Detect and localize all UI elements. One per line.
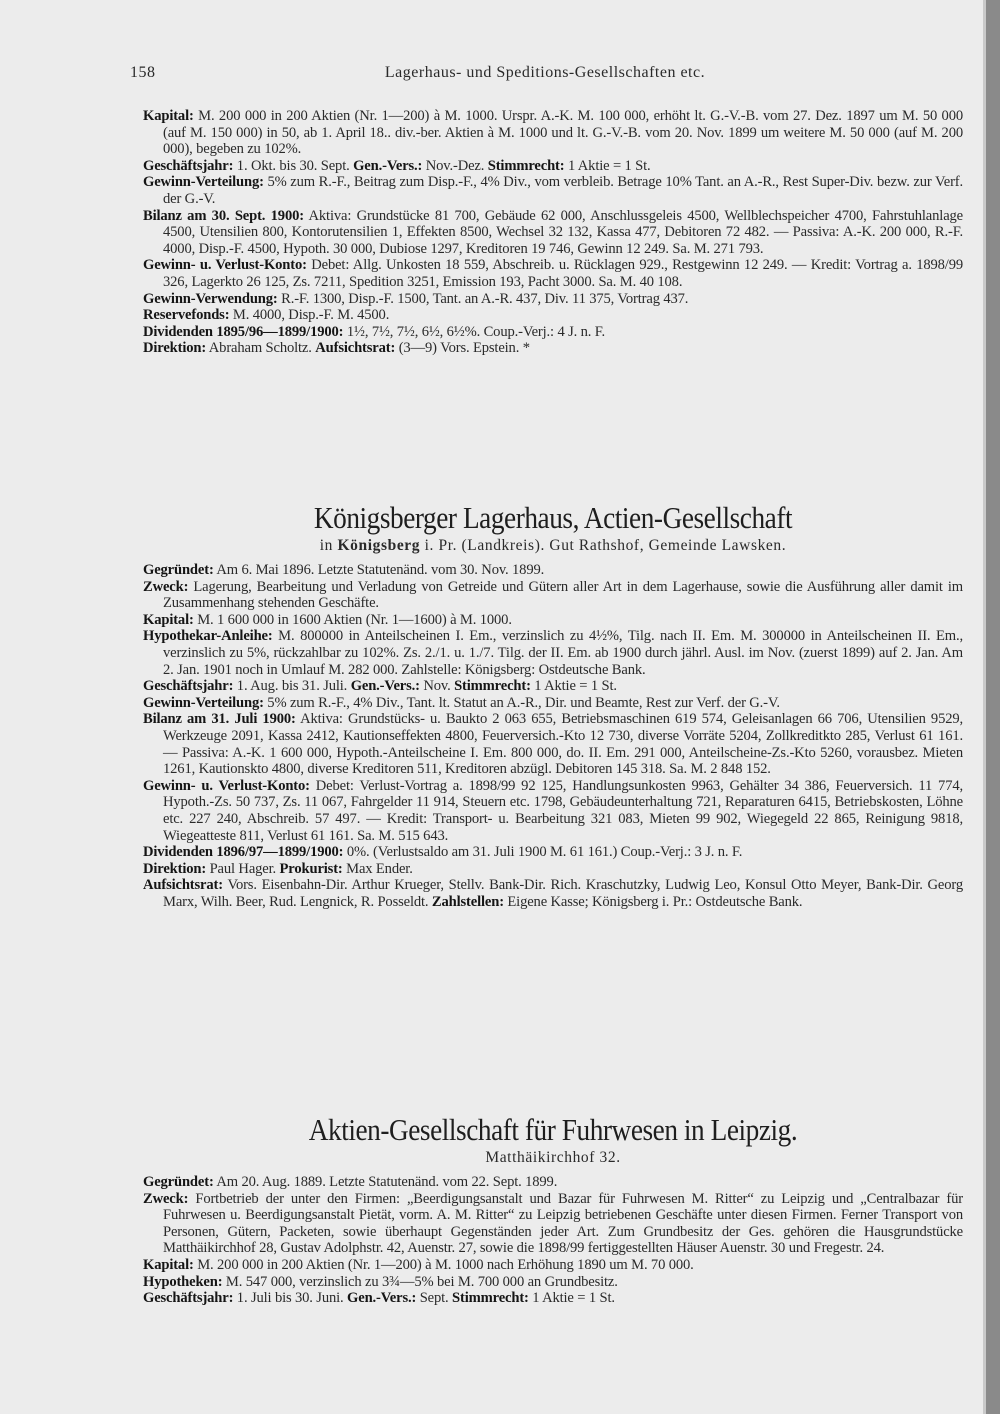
- entry-paragraph: [143, 695, 963, 712]
- entry-paragraph: [143, 711, 963, 777]
- entry-label: Geschäftsjahr:: [143, 1290, 234, 1307]
- entry-paragraph: [143, 1191, 963, 1257]
- entry-label: Direktion:: [143, 860, 207, 877]
- entry-label: Dividenden 1895/96—1899/1900:: [143, 323, 344, 340]
- entry-text: Nov.: [419, 678, 455, 695]
- entry-label: Gewinn- u. Verlust-Konto:: [143, 777, 310, 794]
- entry-text: Debet: Allg. Unkosten 18 559, Abschreib. u. Rücklagen 929., Restgewinn 12 249. — Kredit: Vortrag a. 1898/99 326, Lagerkto 26 125, Zs. 7211, Spedition 3251, Emission 193, Pacht 3000. Sa. M. 40 108.: [163, 257, 963, 290]
- entry-label: Bilanz am 31. Juli 1900:: [143, 711, 296, 728]
- entry-paragraph: [143, 324, 963, 341]
- entry-text: Debet: Verlust-Vortrag a. 1898/99 92 125, Handlungsunkosten 9963, Gehälter 34 386, Feuerversich. 11 774, Hypoth.-Zs. 50 737, Zs. 11 067, Fahrgelder 11 914, Steuern etc. 1798, Gebäudeunterhaltung 721, Reparaturen 6415, Betriebskosten, Löhne etc. 227 240, Abschreib. 57 497. — Kredit: Transport- u. Bearbeitung 321 083, Mieten 99 902, Wiegegeld 22 865, Reinigung 9818, Wiegeatteste 811, Verlust 61 161. Sa. M. 515 643.: [163, 777, 963, 844]
- entry-label: Geschäftsjahr:: [143, 678, 234, 695]
- entry-paragraph: [143, 628, 963, 678]
- entry-paragraph: [143, 1274, 963, 1291]
- entry-label: Hypothekar-Anleihe:: [143, 628, 273, 645]
- entry-text: M. 547 000, verzinslich zu 3¾—5% bei M. 700 000 an Grundbesitz.: [222, 1273, 618, 1290]
- entry-paragraph: [143, 158, 963, 175]
- entry-text: Lagerung, Bearbeitung und Verladung von Getreide und Gütern aller Art in dem Lagerhause, sowie die Ausführung aller damit im Zusammenhang stehenden Geschäfte.: [163, 578, 963, 612]
- entry-text: 1 Aktie = 1 St.: [528, 1290, 615, 1307]
- entry-text: R.-F. 1300, Disp.-F. 1500, Tant. an A.-R. 437, Div. 11 375, Vortrag 437.: [277, 290, 689, 307]
- entry-label: Gegründet:: [143, 562, 214, 578]
- entry-label: Kapital:: [143, 611, 194, 628]
- page-number: 158: [130, 64, 156, 81]
- scan-edge: [986, 0, 1000, 1414]
- entry-paragraph: [143, 340, 963, 357]
- entry-label: Gewinn-Verteilung:: [143, 694, 264, 711]
- entry-paragraph: [143, 208, 963, 258]
- entry-paragraph: [143, 562, 963, 579]
- entry-paragraph: [143, 844, 963, 861]
- entry-paragraph: [143, 1257, 963, 1274]
- entry-paragraph: [143, 257, 963, 290]
- entry-label: Gen.-Vers.:: [350, 678, 420, 695]
- entry-text: Vors. Eisenbahn-Dir. Arthur Krueger, Stellv. Bank-Dir. Rich. Kraschutzky, Ludwig Leo, Konsul Otto Meyer, Bank-Dir. Georg Marx, Wilh. Beer, Rud. Lengnick, R. Posseldt.: [163, 877, 963, 910]
- city-name: Königsberg: [337, 537, 421, 554]
- entry-text: 1. Okt. bis 30. Sept.: [233, 157, 354, 174]
- entry-text: Nov.-Dez.: [422, 157, 488, 174]
- page-header: [130, 64, 960, 86]
- entry-label: Gegründet:: [143, 1174, 214, 1190]
- entry-text: Eigene Kasse; Königsberg i. Pr.: Ostdeutsche Bank.: [503, 893, 803, 910]
- entry-label: Stimmrecht:: [452, 1290, 529, 1307]
- company-address: [143, 536, 963, 556]
- entry-text: 1 Aktie = 1 St.: [530, 678, 617, 695]
- entry-label: Kapital:: [143, 1256, 194, 1273]
- entry-text: 0%. (Verlustsaldo am 31. Juli 1900 M. 61 161.) Coup.-Verj.: 3 J. n. F.: [343, 844, 743, 861]
- entry-text: 1 Aktie = 1 St.: [564, 157, 651, 174]
- company-title: Aktien-Gesellschaft für Fuhrwesen in Leipzig.: [308, 1112, 798, 1147]
- entry-paragraph: [143, 612, 963, 629]
- entry-label: Hypotheken:: [143, 1273, 223, 1290]
- entry-text: M. 200 000 in 200 Aktien (Nr. 1—200) à M. 1000. Urspr. A.-K. M. 100 000, erhöht lt. G.-V.-B. vom 27. Dez. 1897 um M. 50 000 (auf M. 150 000) in 50, ab 1. April 18.. div.-ber. Aktien à M. 1000 und lt. G.-V.-B. vom 20. Nov. 1899 um weitere M. 50 000 (auf M. 200 000), begeben zu 102%.: [163, 108, 963, 158]
- entry-paragraph: [143, 861, 963, 878]
- entry-text: Sept.: [416, 1290, 453, 1307]
- entry-label: Dividenden 1896/97—1899/1900:: [143, 844, 344, 861]
- entry-paragraph: [143, 174, 963, 207]
- entry-text: 5% zum R.-F., Beitrag zum Disp.-F., 4% Div., vom verbleib. Betrage 10% Tant. an A.-R., Rest Super-Div. bezw. zur Verf. der G.-V.: [163, 174, 963, 207]
- entry-text: 5% zum R.-F., 4% Div., Tant. lt. Statut an A.-R., Dir. und Beamte, Rest zur Verf. der G.-V.: [263, 694, 780, 711]
- entry-text: (3—9) Vors. Epstein. *: [395, 340, 530, 357]
- entry-paragraph: [143, 108, 963, 158]
- entry-text: 1½, 7½, 7½, 6½, 6½%. Coup.-Verj.: 4 J. n. F.: [343, 323, 606, 340]
- section-lagerhaus-continued: [143, 108, 963, 357]
- entry-text: Aktiva: Grundstücks- u. Baukto 2 063 655, Betriebsmaschinen 619 574, Geleisanlagen 66 706, Utensilien 9529, Werkzeuge 2091, Kassa 2412, Kautionseffekten 4800, Feuerversich.-Kto 12 730, diverse Vorräte 5204, Zollkreditkto 285, Verlust 61 161. — Passiva: A.-K. 1 600 000, Hypoth.-Anteilscheine I. Em. 800 000, do. II. Em. 291 000, Anteilscheine-Zs.-Kto 5260, vorausbez. Mieten 1261, Kautionskto 4800, diverse Kreditoren 511, Kreditoren abzügl. Debitoren 145 318. Sa. M. 2 848 152.: [163, 711, 964, 778]
- entry-paragraph: [143, 291, 963, 308]
- entry-label: Gewinn- u. Verlust-Konto:: [143, 257, 307, 274]
- entry-text: Max Ender.: [342, 860, 413, 877]
- section-koenigsberger-lagerhaus: [143, 500, 963, 910]
- address-text: Matthäikirchhof 32.: [485, 1149, 621, 1166]
- section-fuhrwesen-leipzig: [143, 1112, 963, 1307]
- entry-paragraph: [143, 1290, 963, 1307]
- running-title: Lagerhaus- und Speditions-Gesellschaften etc.: [384, 64, 706, 81]
- entry-label: Gewinn-Verteilung:: [143, 174, 264, 191]
- scan-edge-shadow: [983, 0, 986, 1414]
- entry-text: M. 1 600 000 in 1600 Aktien (Nr. 1—1600) à M. 1000.: [193, 611, 512, 628]
- entry-paragraph: [143, 678, 963, 695]
- entry-label: Prokurist:: [279, 860, 343, 877]
- entry-label: Aufsichtsrat:: [143, 877, 223, 894]
- entry-text: M. 800000 in Anteilscheinen I. Em., verzinslich zu 4½%, Tilg. nach II. Em. M. 300000 in Anteilscheinen II. Em., verzinslich zu 5%, rückzahlbar zu 102%. Zs. 2./1. u. 1./7. Tilg. der II. Em. ab 1900 durch jährl. Ausl. im Nov. (zuerst 1899) auf 2. Jan. Am 2. Jan. 1901 noch in Umlauf M. 282 000. Zahlstelle: Königsberg: Ostdeutsche Bank.: [163, 628, 963, 678]
- entry-paragraph: [143, 307, 963, 324]
- entry-text: 1. Juli bis 30. Juni.: [233, 1290, 348, 1307]
- entry-text: 1. Aug. bis 31. Juli.: [233, 678, 351, 695]
- entry-label: Gen.-Vers.:: [353, 157, 423, 174]
- entry-text: Fortbetrieb der unter den Firmen: „Beerdigungsanstalt und Bazar für Fuhrwesen M. Ritter“ zu Leipzig und „Centralbazar für Fuhrwesen u. Beerdigungsanstalt Pietät, vorm. A. M. Ritter“ zu Leipzig betriebenen Geschäfte unter diesen Firmen. Ferner Transport von Personen, Gütern, Packeten, sowie überhaupt Gegenständen jeder Art. Zum Grundbesitz der Ges. gehören die Hausgrundstücke Matthäikirchhof 28, Gustav Adolphstr. 42, Auenstr. 27, sowie die 1898/99 fertiggestellten Häuser Auenstr. 30 und Fregestr. 24.: [163, 1190, 963, 1257]
- company-title: Königsberger Lagerhaus, Actien-Gesellschaft: [313, 500, 793, 535]
- address-text: i. Pr. (Landkreis). Gut Rathshof, Gemeinde Lawsken.: [420, 537, 787, 554]
- entry-label: Reservefonds:: [143, 307, 230, 324]
- entry-paragraph: [143, 778, 963, 844]
- entry-text: Am 6. Mai 1896. Letzte Statutenänd. vom 30. Nov. 1899.: [213, 562, 545, 578]
- entry-label: Direktion:: [143, 340, 207, 357]
- entry-label: Geschäftsjahr:: [143, 157, 234, 174]
- entry-label: Aufsichtsrat:: [315, 340, 396, 357]
- entry-label: Kapital:: [143, 108, 194, 124]
- entry-label: Stimmrecht:: [454, 678, 531, 695]
- entry-label: Bilanz am 30. Sept. 1900:: [143, 207, 304, 224]
- entry-label: Stimmrecht:: [487, 157, 565, 174]
- entry-text: M. 200 000 in 200 Aktien (Nr. 1—200) à M. 1000 nach Erhöhung 1890 um M. 70 000.: [193, 1256, 694, 1273]
- entry-text: Am 20. Aug. 1889. Letzte Statutenänd. vom 22. Sept. 1899.: [213, 1174, 558, 1190]
- entry-label: Zweck:: [143, 1190, 189, 1207]
- entry-text: Abraham Scholtz.: [206, 340, 316, 357]
- address-text: in: [319, 537, 338, 554]
- entry-label: Gen.-Vers.:: [347, 1290, 417, 1307]
- entry-label: Zahlstellen:: [431, 893, 504, 910]
- entry-text: Paul Hager.: [206, 860, 280, 877]
- entry-text: M. 4000, Disp.-F. M. 4500.: [229, 307, 390, 324]
- entry-paragraph: [143, 579, 963, 612]
- company-address: [143, 1148, 963, 1168]
- entry-text: Aktiva: Grundstücke 81 700, Gebäude 62 000, Anschlussgeleis 4500, Wellblechspeicher 4700, Fahrstuhlanlage 4500, Utensilien 800, Kontorutensilien 1, Effekten 8500, Wechsel 32 132, Kassa 477, Debitoren 72 482. — Passiva: A.-K. 200 000, R.-F. 4000, Disp.-F. 4500, Hypoth. 30 000, Dubiose 1297, Kreditoren 19 746, Gewinn 12 249. Sa. M. 271 793.: [163, 207, 963, 257]
- entry-paragraph: [143, 1174, 963, 1191]
- entry-label: Zweck:: [143, 578, 189, 595]
- entry-paragraph: [143, 877, 963, 910]
- entry-label: Gewinn-Verwendung:: [143, 290, 278, 307]
